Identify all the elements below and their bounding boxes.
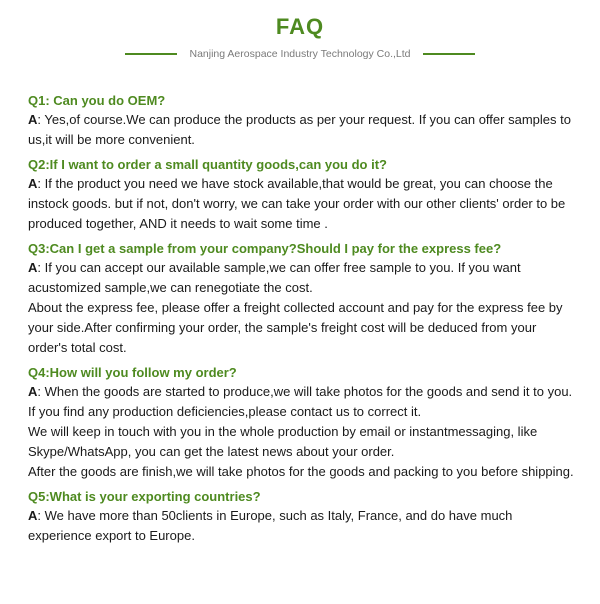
faq-list <box>28 90 576 546</box>
left-divider <box>125 53 177 55</box>
page-title: FAQ <box>275 14 325 39</box>
faq-answer: A: When the goods are started to produce,we will take photos for the goods and send it to you. If you find any production deficiencies,please contact us to correct it. <box>28 384 573 419</box>
faq-answer: A: Yes,of course.We can produce the products as per your request. If you can offer samples to us,it will be more convenient. <box>28 112 571 147</box>
faq-question: Q5:What is your exporting countries? <box>28 489 261 504</box>
answer-text: When the goods are started to produce,we will take photos for the goods and send it to you. If you find any production deficiencies,please contact us to correct it. <box>28 384 573 419</box>
faq-item <box>28 364 576 482</box>
answer-text: If you can accept our available sample,we can offer free sample to you. If you want acustomized sample,we can renegotiate the cost. <box>28 260 521 295</box>
answer-text: If the product you need we have stock available,that would be great, you can choose the instock goods. but if not, don't worry, we can take your order with our other clients' order to be produced together, AND it needs to wait some time . <box>28 176 566 231</box>
answer-prefix: A <box>28 384 38 399</box>
faq-question: Q1: Can you do OEM? <box>28 93 166 108</box>
faq-item <box>28 488 576 546</box>
subtitle-bar <box>0 46 600 62</box>
company-name: Nanjing Aerospace Industry Technology Co.,Ltd <box>189 48 411 60</box>
faq-question: Q3:Can I get a sample from your company?Should I pay for the express fee? <box>28 241 502 256</box>
answer-text: We have more than 50clients in Europe, such as Italy, France, and do have much experience export to Europe. <box>28 508 513 543</box>
faq-answer-paragraph: After the goods are finish,we will take photos for the goods and packing to you before shipping. <box>28 464 574 479</box>
faq-answer: A: We have more than 50clients in Europe, such as Italy, France, and do have much experience export to Europe. <box>28 508 513 543</box>
faq-question: Q4:How will you follow my order? <box>28 365 237 380</box>
answer-prefix: A <box>28 260 38 275</box>
faq-answer: A: If the product you need we have stock available,that would be great, you can choose the instock goods. but if not, don't worry, we can take your order with our other clients' order to be produced together, AND it needs to wait some time . <box>28 176 566 231</box>
faq-question: Q2:If I want to order a small quantity goods,can you do it? <box>28 157 387 172</box>
answer-text: Yes,of course.We can produce the products as per your request. If you can offer samples to us,it will be more convenient. <box>28 112 571 147</box>
faq-answer: A: If you can accept our available sample,we can offer free sample to you. If you want acustomized sample,we can renegotiate the cost. <box>28 260 521 295</box>
answer-prefix: A <box>28 112 38 127</box>
answer-prefix: A <box>28 508 38 523</box>
faq-item <box>28 240 576 358</box>
faq-item <box>28 92 576 150</box>
faq-item <box>28 156 576 234</box>
right-divider <box>423 53 475 55</box>
faq-answer-paragraph: We will keep in touch with you in the whole production by email or instantmessaging, like Skype/WhatsApp, you can get the latest news about your order. <box>28 424 538 459</box>
answer-prefix: A <box>28 176 38 191</box>
faq-answer-paragraph: About the express fee, please offer a freight collected account and pay for the express fee by your side.After confirming your order, the sample's freight cost will be deduced from your order's total cost. <box>28 300 563 355</box>
